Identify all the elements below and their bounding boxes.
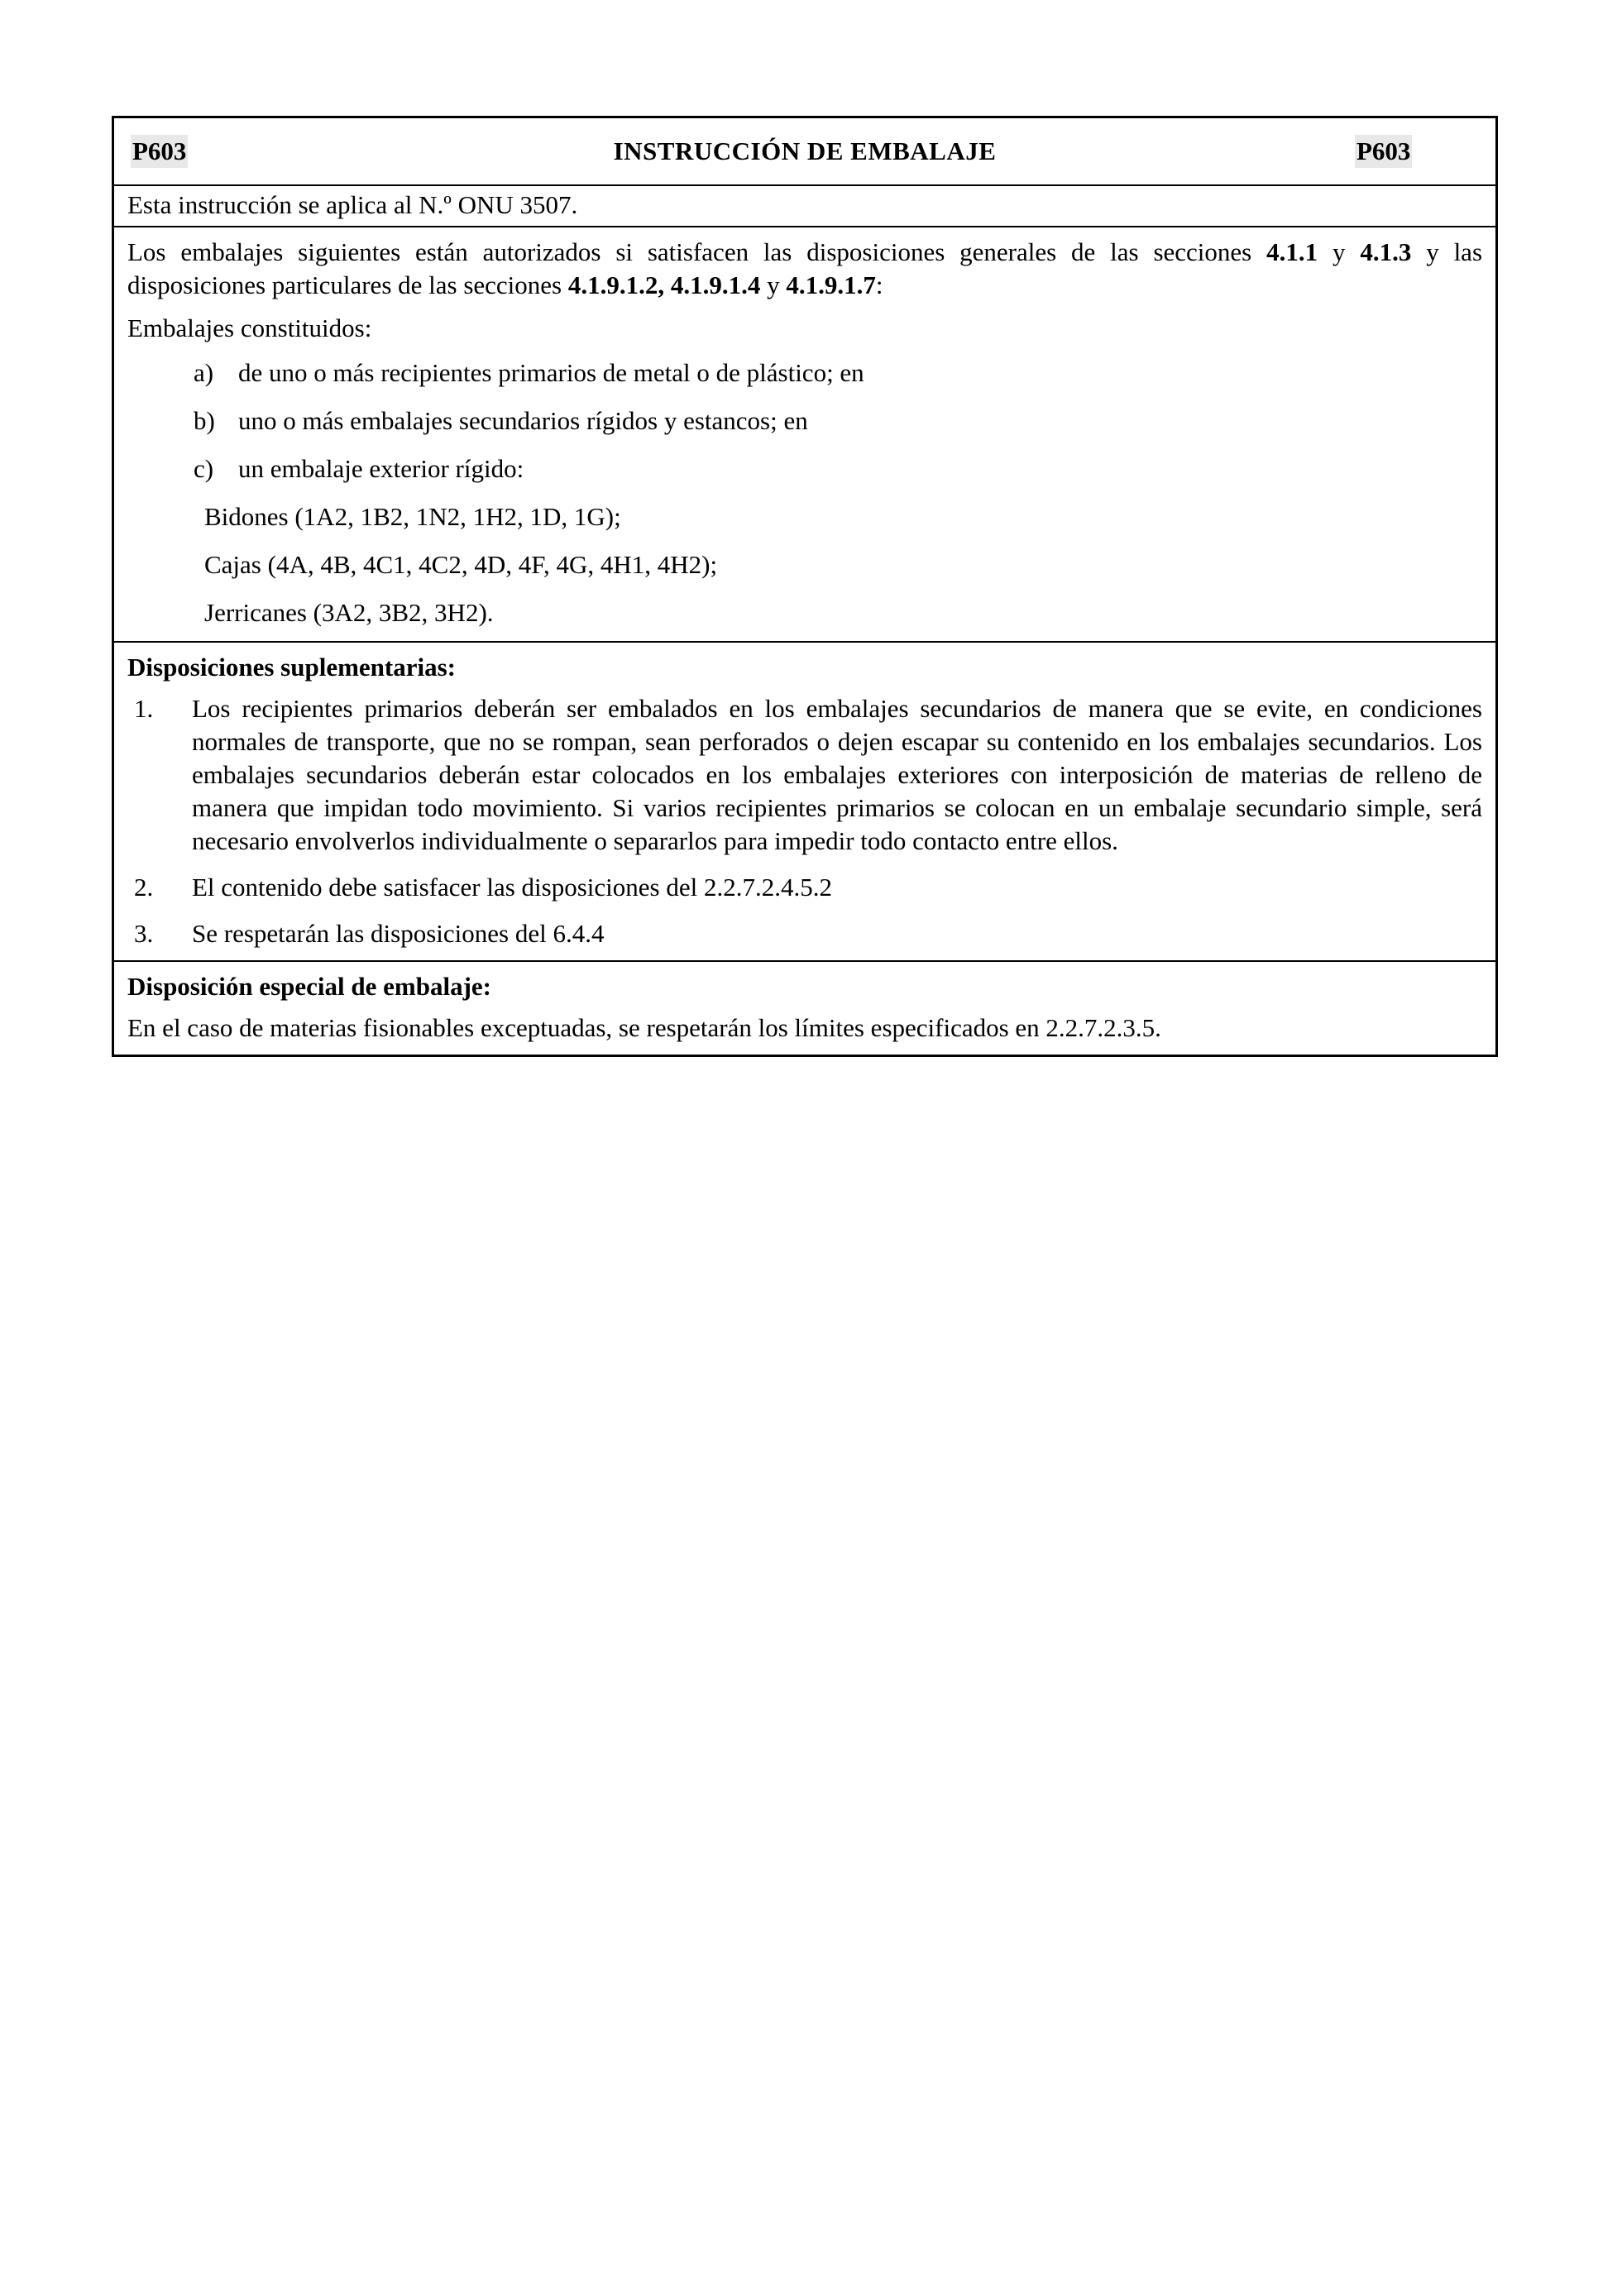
consisting-label: Embalajes constituidos: (127, 313, 372, 342)
provision-item (127, 917, 1482, 950)
outer-packaging-jerricans: Jerricanes (3A2, 3B2, 3H2). (204, 598, 494, 627)
intro-ref-3: 4.1.9.1.2, 4.1.9.1.4 (567, 270, 761, 299)
applicability-row (114, 184, 1495, 226)
intro-text-2: y las disposiciones particulares de las secciones (127, 237, 1483, 299)
provision-number: 3. (134, 919, 154, 948)
intro-conjunction-2: y (760, 270, 787, 299)
provision-text: Los recipientes primarios deberán ser embalados en los embalajes secundarios de manera que se evite, en condiciones normales de transporte, que no se rompan, sean perforados o dejen escapar su contenido en los embalajes secundarios. Los embalajes secundarios deberán estar colocados en los embalajes exteriores con interposición de materias de relleno de manera que impidan todo movimiento. Si varios recipientes primarios se colocan en un embalaje secundario simple, será necesario envolverlos individualmente o separarlos para impedir todo contacto entre ellos. (192, 694, 1482, 855)
list-marker: a) (194, 358, 214, 387)
special-provision-text: En el caso de materias fisionables exceptuadas, se respetarán los límites especificados en 2.2.7.2.3.5. (127, 1013, 1161, 1042)
outer-packaging-drums: Bidones (1A2, 1B2, 1N2, 1H2, 1D, 1G); (204, 502, 621, 531)
intro-end: : (875, 270, 883, 299)
provision-number: 1. (134, 694, 154, 723)
table-header-row (114, 118, 1495, 184)
intro-ref-1: 4.1.1 (1266, 237, 1318, 266)
supplementary-provisions-section (114, 641, 1495, 960)
list-item (127, 356, 1482, 390)
provision-number: 2. (134, 873, 154, 902)
intro-conjunction-1: y (1318, 237, 1361, 266)
provision-item (127, 692, 1482, 858)
provision-item (127, 871, 1482, 904)
list-marker: c) (194, 454, 214, 483)
packing-instruction-table (112, 116, 1498, 1057)
instruction-code-left: P603 (131, 135, 188, 168)
provision-text: Se respetarán las disposiciones del 6.4.4 (192, 919, 605, 948)
supplementary-heading: Disposiciones suplementarias: (127, 653, 456, 682)
list-marker: b) (194, 406, 215, 435)
intro-ref-2: 4.1.3 (1360, 237, 1412, 266)
special-provision-heading: Disposición especial de embalaje: (127, 972, 491, 1001)
list-item-text: uno o más embalajes secundarios rígidos y estancos; en (238, 406, 808, 435)
special-packing-provision-section (114, 960, 1495, 1055)
instruction-code-right: P603 (1355, 135, 1412, 168)
provision-text: El contenido debe satisfacer las disposiciones del 2.2.7.2.4.5.2 (192, 873, 832, 902)
intro-text-1: Los embalajes siguientes están autorizados si satisfacen las disposiciones generales de las secciones (127, 237, 1267, 266)
list-item (127, 452, 1482, 486)
authorized-packagings-section (114, 226, 1495, 641)
packagings-intro (127, 236, 1482, 302)
instruction-title: INSTRUCCIÓN DE EMBALAJE (613, 136, 997, 165)
list-item (127, 404, 1482, 438)
applicability-text: Esta instrucción se aplica al N.º ONU 3507. (127, 190, 578, 219)
outer-packaging-boxes: Cajas (4A, 4B, 4C1, 4C2, 4D, 4F, 4G, 4H1, 4H2); (204, 550, 718, 579)
list-item-text: un embalaje exterior rígido: (238, 454, 524, 483)
list-item-text: de uno o más recipientes primarios de metal o de plástico; en (238, 358, 864, 387)
intro-ref-4: 4.1.9.1.7 (786, 270, 876, 299)
